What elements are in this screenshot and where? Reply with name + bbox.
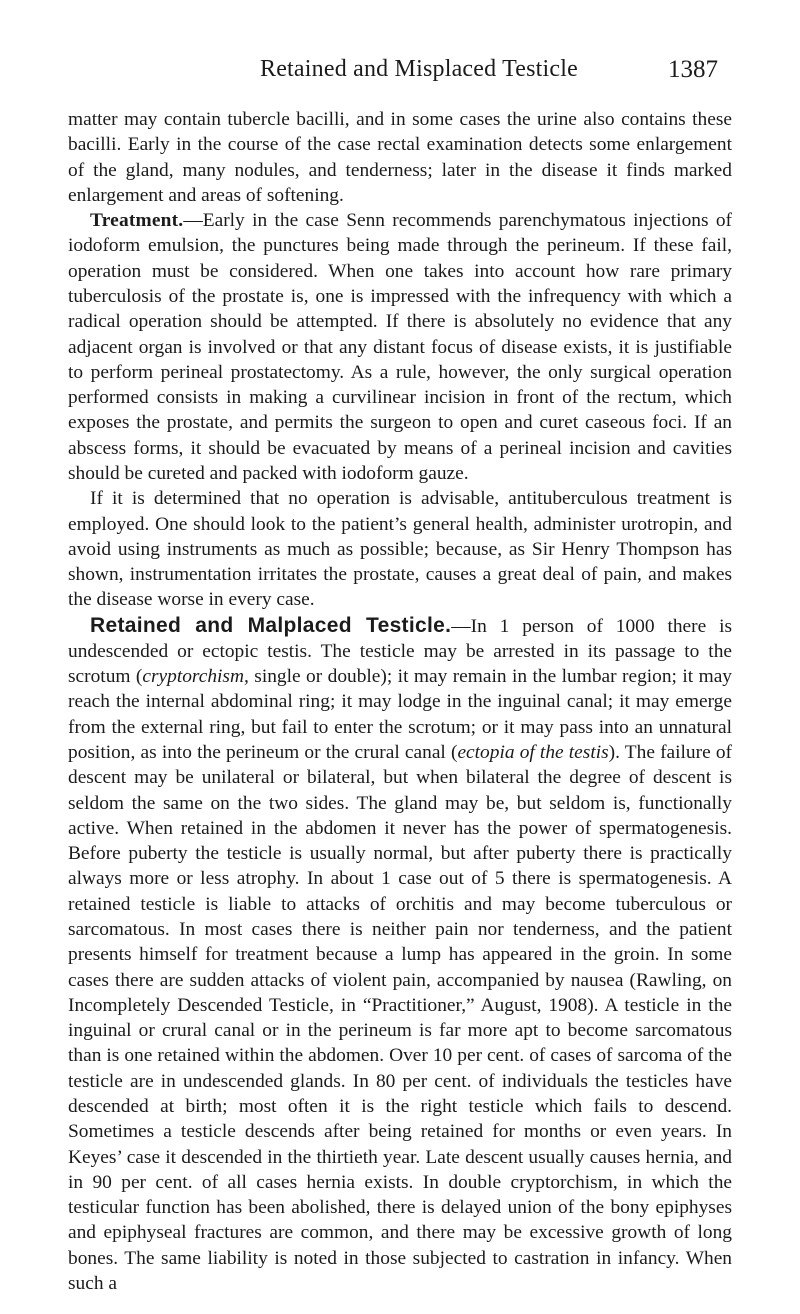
treatment-heading: Treatment. <box>90 210 184 232</box>
paragraph-tuberculosis-diagnosis <box>68 107 732 208</box>
paragraph-treatment <box>68 208 732 486</box>
paragraph-text: —Early in the case Senn recommends parenchymatous injections of iodoform emulsion, the punctures being made through the perineum. If these fail, operation must be considered. When one takes into account how rare primary tuberculosis of the prostate is, one is impressed with the infrequency with which a radical operation should be attempted. If there is absolutely no evidence that any adjacent organ is involved or that any distant focus of disease exists, it is justifiable to perform perineal prostatectomy. As a rule, however, the only surgical operation performed consists in making a curvilinear incision in front of the rectum, which exposes the prostate, and permits the surgeon to open and curet caseous foci. If an abscess forms, it should be evacuated by means of a perineal incision and cavities should be cureted and packed with iodoform gauze. <box>68 210 732 484</box>
italic-term-cryptorchism: cryptorchism, <box>142 666 249 688</box>
page-body <box>68 107 732 1296</box>
running-title: Retained and Misplaced Testicle <box>260 56 578 82</box>
paragraph-antituberculous-treatment <box>68 486 732 612</box>
paragraph-text: If it is determined that no operation is advisable, antituberculous treatment is employed. One should look to the patient’s general health, administer urotropin, and avoid using instruments as much as possible; because, as Sir Henry Thompson has shown, instrumentation irritates the prostate, causes a great deal of pain, and makes the disease worse in every case. <box>68 488 732 611</box>
italic-term-ectopia: ectopia of the testis <box>457 742 609 764</box>
paragraph-text: ). The failure of descent may be unilateral or bilateral, but when bilateral the degree of descent is seldom the same on the two sides. The gland may be, but seldom is, functionally active. When retained in the abdomen it never has the power of spermatogenesis. Before puberty the testicle is usually normal, but after puberty there is practically always more or less atrophy. In about 1 case out of 5 there is spermatogenesis. A retained testicle is liable to attacks of orchitis and may become tuberculous or sarcomatous. In most cases there is neither pain nor tenderness, and the patient presents himself for treatment because a lump has appeared in the groin. In some cases there are sudden attacks of violent pain, accompanied by nausea (Rawling, on Incompletely Descended Testicle, in “Practitioner,” August, 1908). A testicle in the inguinal or crural canal or in the perineum is far more apt to become sarcomatous than is one retained within the abdomen. Over 10 per cent. of cases of sarcoma of the testicle are in undescended glands. In 80 per cent. of individuals the testicles have descended at birth; most often it is the right testicle which fails to descend. Sometimes a testicle descends after being retained for months or even years. In Keyes’ case it descended in the thirtieth year. Late descent usually causes hernia, and in 90 per cent. of all cases hernia exists. In double cryptorchism, in which the testicular function has been abolished, there is delayed union of the bony epiphyses and epiphyseal fractures are common, and there may be excessive growth of long bones. The same liability is noted in those subjected to castration in infancy. When such a <box>68 742 732 1294</box>
page-number: 1387 <box>668 56 718 83</box>
page-header <box>0 56 800 96</box>
paragraph-text: matter may contain tubercle bacilli, and in some cases the urine also contains these bacilli. Early in the course of the case rectal examination detects some enlargement of the gland, many nodules, and tenderness; later in the disease it finds marked enlargement and areas of softening. <box>68 109 732 206</box>
paragraph-text: —In 1 person of 1000 there is undescended or ectopic testis. The testicle may be arrested in its passage to the scrotum ( <box>68 615 733 688</box>
paragraph-retained-testicle <box>68 613 732 1297</box>
section-heading: Retained and Malplaced Testicle. <box>90 613 452 637</box>
paragraph-text: single or double); it may remain in the lumbar region; it may reach the internal abdominal ring; it may lodge in the inguinal canal; it may emerge from the external ring, but fail to enter the scrotum; or it may pass into an unnatural position, as into the perineum or the crural canal ( <box>68 666 732 764</box>
